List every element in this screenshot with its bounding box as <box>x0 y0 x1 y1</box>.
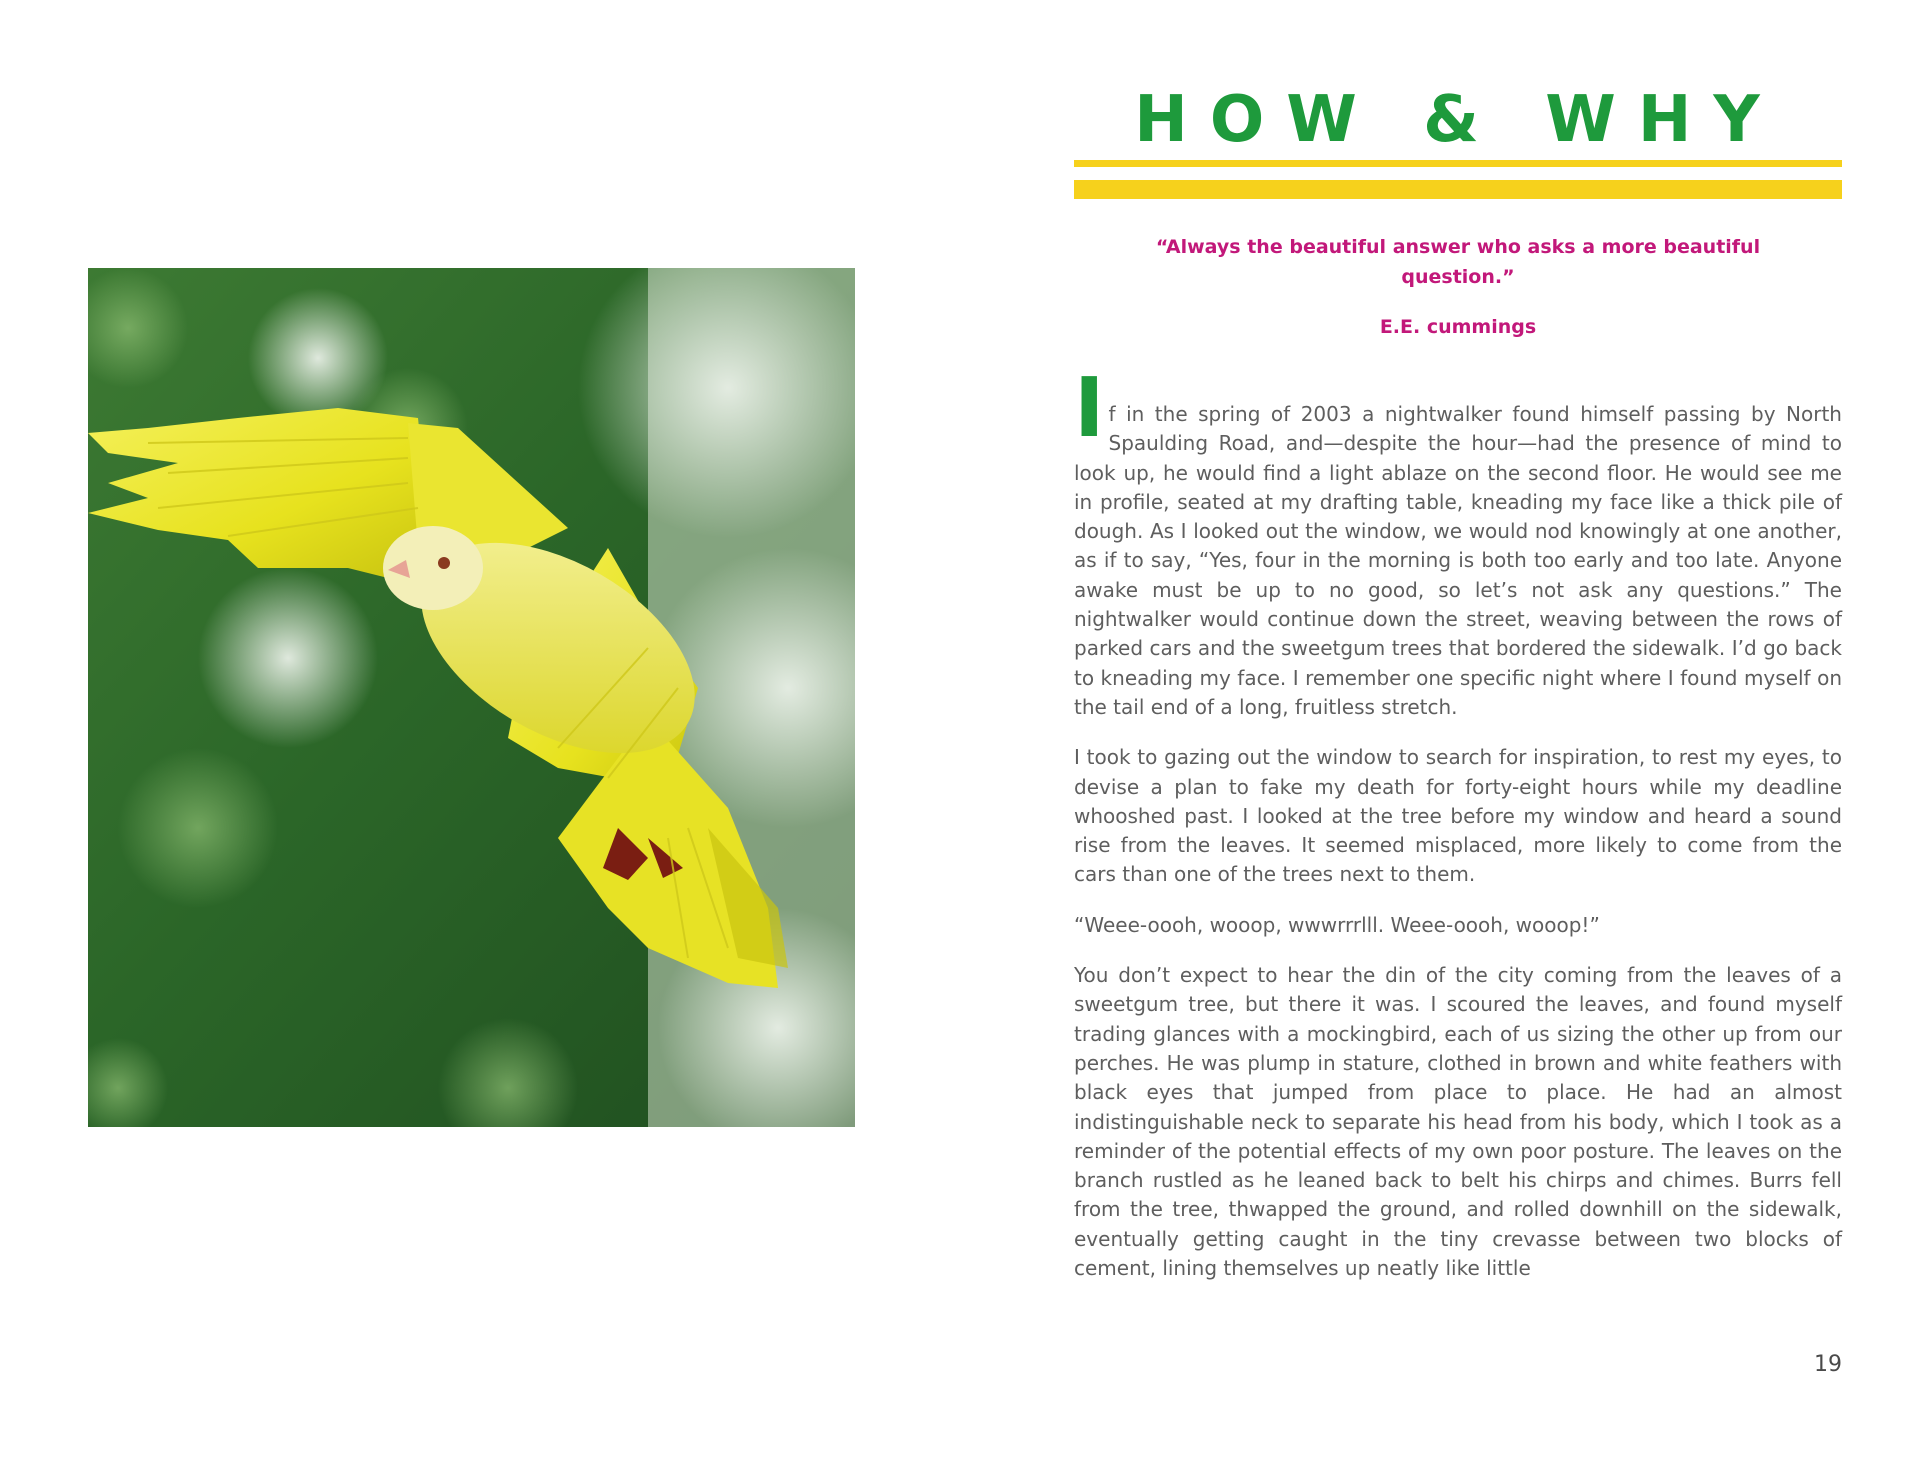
article-body <box>1074 361 1842 1304</box>
section-heading: HOW & WHY <box>1134 83 1782 157</box>
body-paragraph <box>1074 361 1842 722</box>
heading-rule-thin <box>1074 160 1842 167</box>
body-paragraph: “Weee-oooh, wooop, wwwrrrlll. Weee-oooh, wooop!” <box>1074 912 1600 937</box>
article-page <box>1074 0 1842 1484</box>
body-paragraph: You don’t expect to hear the din of the city coming from the leaves of a sweetgum tree, but there it was. I scoured the leaves, and found myself trading glances with a mockingbird, each of us sizing the other up from our perches. He was plump in stature, clothed in brown and white feathers with black eyes that jumped from place to place. He had an almost indistinguishable neck to separate his head from his body, which I took as a reminder of the potential effects of my own poor posture. The leaves on the branch rustled as he leaned back to belt his chirps and chimes. Burrs fell from the tree, thwapped the ground, and rolled downhill on the sidewalk, eventually getting caught in the tiny crevasse between two blocks of cement, lining themselves up neatly like little <box>1074 963 1842 1281</box>
paragraph-text: f in the spring of 2003 a nightwalker found himself passing by North Spaulding Road, and—despite the hour—had the presence of mind to look up, he would find a light ablaze on the second floor. He would see me in profile, seated at my drafting table, kneading my face like a thick pile of dough. As I looked out the window, we would nod knowingly at one another, as if to say, “Yes, four in the morning is both too early and too late. Anyone awake must be up to no good, so let’s not ask any questions.” The nightwalker would continue down the street, weaving between the rows of parked cars and the sweetgum trees that bordered the sidewalk. I’d go back to kneading my face. I remember one specific night where I found myself on the tail end of a long, fruitless stretch. <box>1074 402 1842 719</box>
epigraph-quote: “Always the beautiful answer who asks a more beautiful question.” <box>1155 236 1761 288</box>
body-paragraph: I took to gazing out the window to search for inspiration, to rest my eyes, to devise a plan to fake my death for forty-eight hours while my deadline whooshed past. I looked at the tree before my window and heard a sound rise from the leaves. It seemed misplaced, more likely to come from the cars than one of the trees next to them. <box>1074 745 1842 887</box>
epigraph-author: E.E. cummings <box>1379 316 1537 338</box>
heading-rule-thick <box>1074 180 1842 199</box>
yellow-bird-image <box>88 268 855 1127</box>
drop-cap: I <box>1074 361 1105 456</box>
bird-photo <box>88 268 855 1127</box>
page-number: 19 <box>1814 1352 1842 1377</box>
